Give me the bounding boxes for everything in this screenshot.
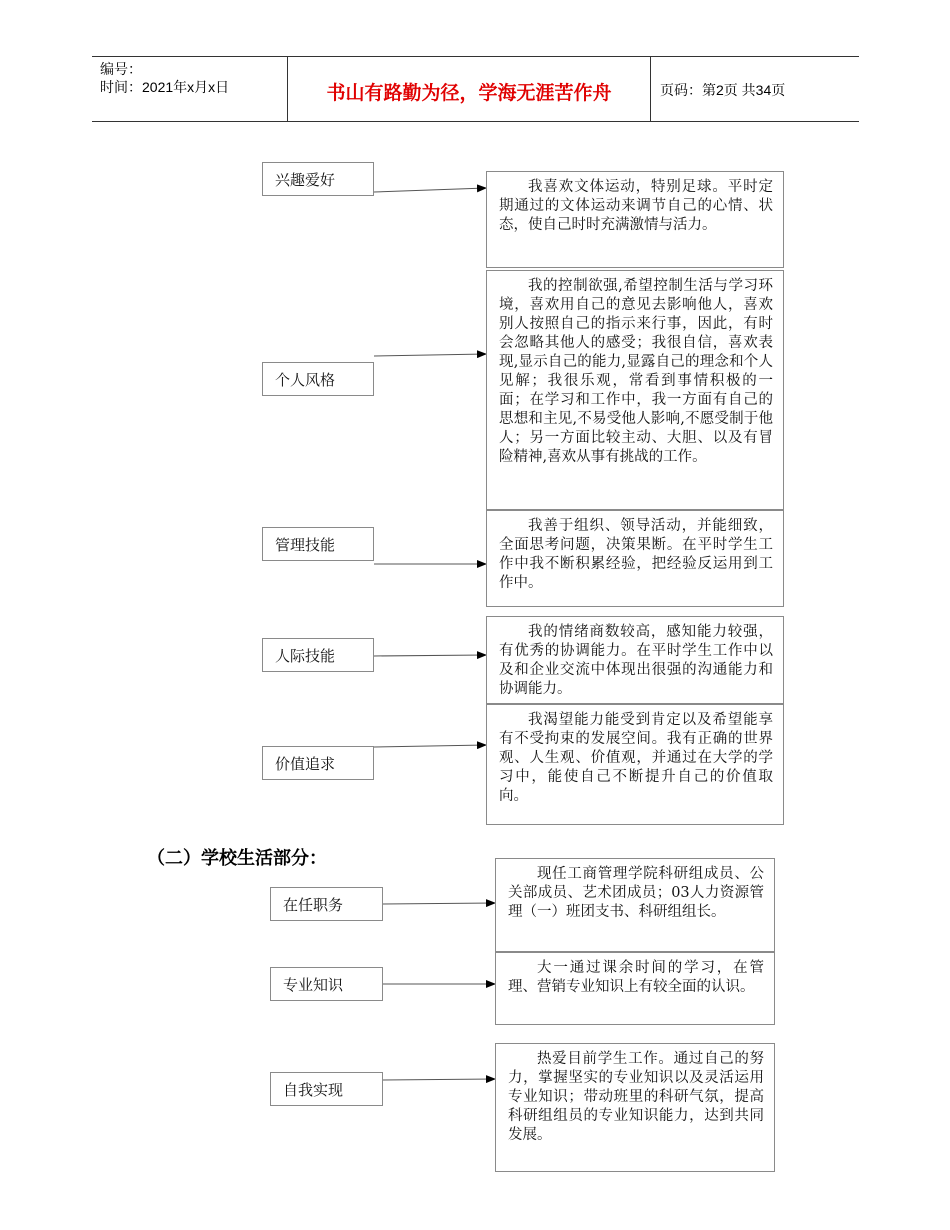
text-value-pursuit: 我渴望能力能受到肯定以及希望能享有不受拘束的发展空间。我有正确的世界观、人生观、价值观，并通过在大学的学习中，能使自己不断提升自己的价值取向。 xyxy=(486,704,784,825)
text-professional-knowledge: 大一通过课余时间的学习，在管理、营销专业知识上有较全面的认识。 xyxy=(495,952,775,1025)
header-page-number: 页码：第2页 共34页 xyxy=(660,82,786,98)
label-current-position: 在任职务 xyxy=(270,887,383,921)
header-date: 时间：2021年x月x日 xyxy=(100,79,230,95)
label-interests: 兴趣爱好 xyxy=(262,162,374,196)
text-interpersonal-skills: 我的情绪商数较高，感知能力较强，有优秀的协调能力。在平时学生工作中以及和企业交流中体现出很强的沟通能力和协调能力。 xyxy=(486,616,784,704)
header-number: 编号： xyxy=(100,61,142,77)
label-interpersonal-skills: 人际技能 xyxy=(262,638,374,672)
label-management-skills: 管理技能 xyxy=(262,527,374,561)
connector-arrow xyxy=(374,354,486,356)
text-management-skills: 我善于组织、领导活动，并能细致，全面思考问题，决策果断。在平时学生工作中我不断积累经验，把经验反运用到工作中。 xyxy=(486,510,784,607)
label-personal-style: 个人风格 xyxy=(262,362,374,396)
text-interests: 我喜欢文体运动，特别足球。平时定期通过的文体运动来调节自己的心情、状态，使自己时时充满激情与活力。 xyxy=(486,171,784,268)
connector-arrow xyxy=(383,1079,495,1080)
label-value-pursuit: 价值追求 xyxy=(262,746,374,780)
connector-arrow xyxy=(374,745,486,747)
text-self-realization: 热爱目前学生工作。通过自己的努力，掌握坚实的专业知识以及灵活运用专业知识；带动班里的科研气氛，提高科研组组员的专业知识能力，达到共同发展。 xyxy=(495,1043,775,1172)
connector-arrow xyxy=(383,903,495,904)
header-motto: 书山有路勤为径，学海无涯苦作舟 xyxy=(326,82,612,104)
connector-arrow xyxy=(374,655,486,656)
label-self-realization: 自我实现 xyxy=(270,1072,383,1106)
text-current-position: 现任工商管理学院科研组成员、公关部成员、艺术团成员；03人力资源管理（一）班团支书、科研组组长。 xyxy=(495,858,775,952)
section-heading: （二）学校生活部分： xyxy=(147,848,327,869)
text-personal-style: 我的控制欲强,希望控制生活与学习环境，喜欢用自己的意见去影响他人，喜欢别人按照自己的指示来行事，因此，有时会忽略其他人的感受；我很自信，喜欢表现,显示自己的能力,显露自己的理念和个人见解；我很乐观，常看到事情积极的一面；在学习和工作中，我一方面有自己的思想和主见,不易受他人影响,不愿受制于他人；另一方面比较主动、大胆、以及有冒险精神,喜欢从事有挑战的工作。 xyxy=(486,270,784,510)
connector-arrow xyxy=(374,188,486,192)
label-professional-knowledge: 专业知识 xyxy=(270,967,383,1001)
